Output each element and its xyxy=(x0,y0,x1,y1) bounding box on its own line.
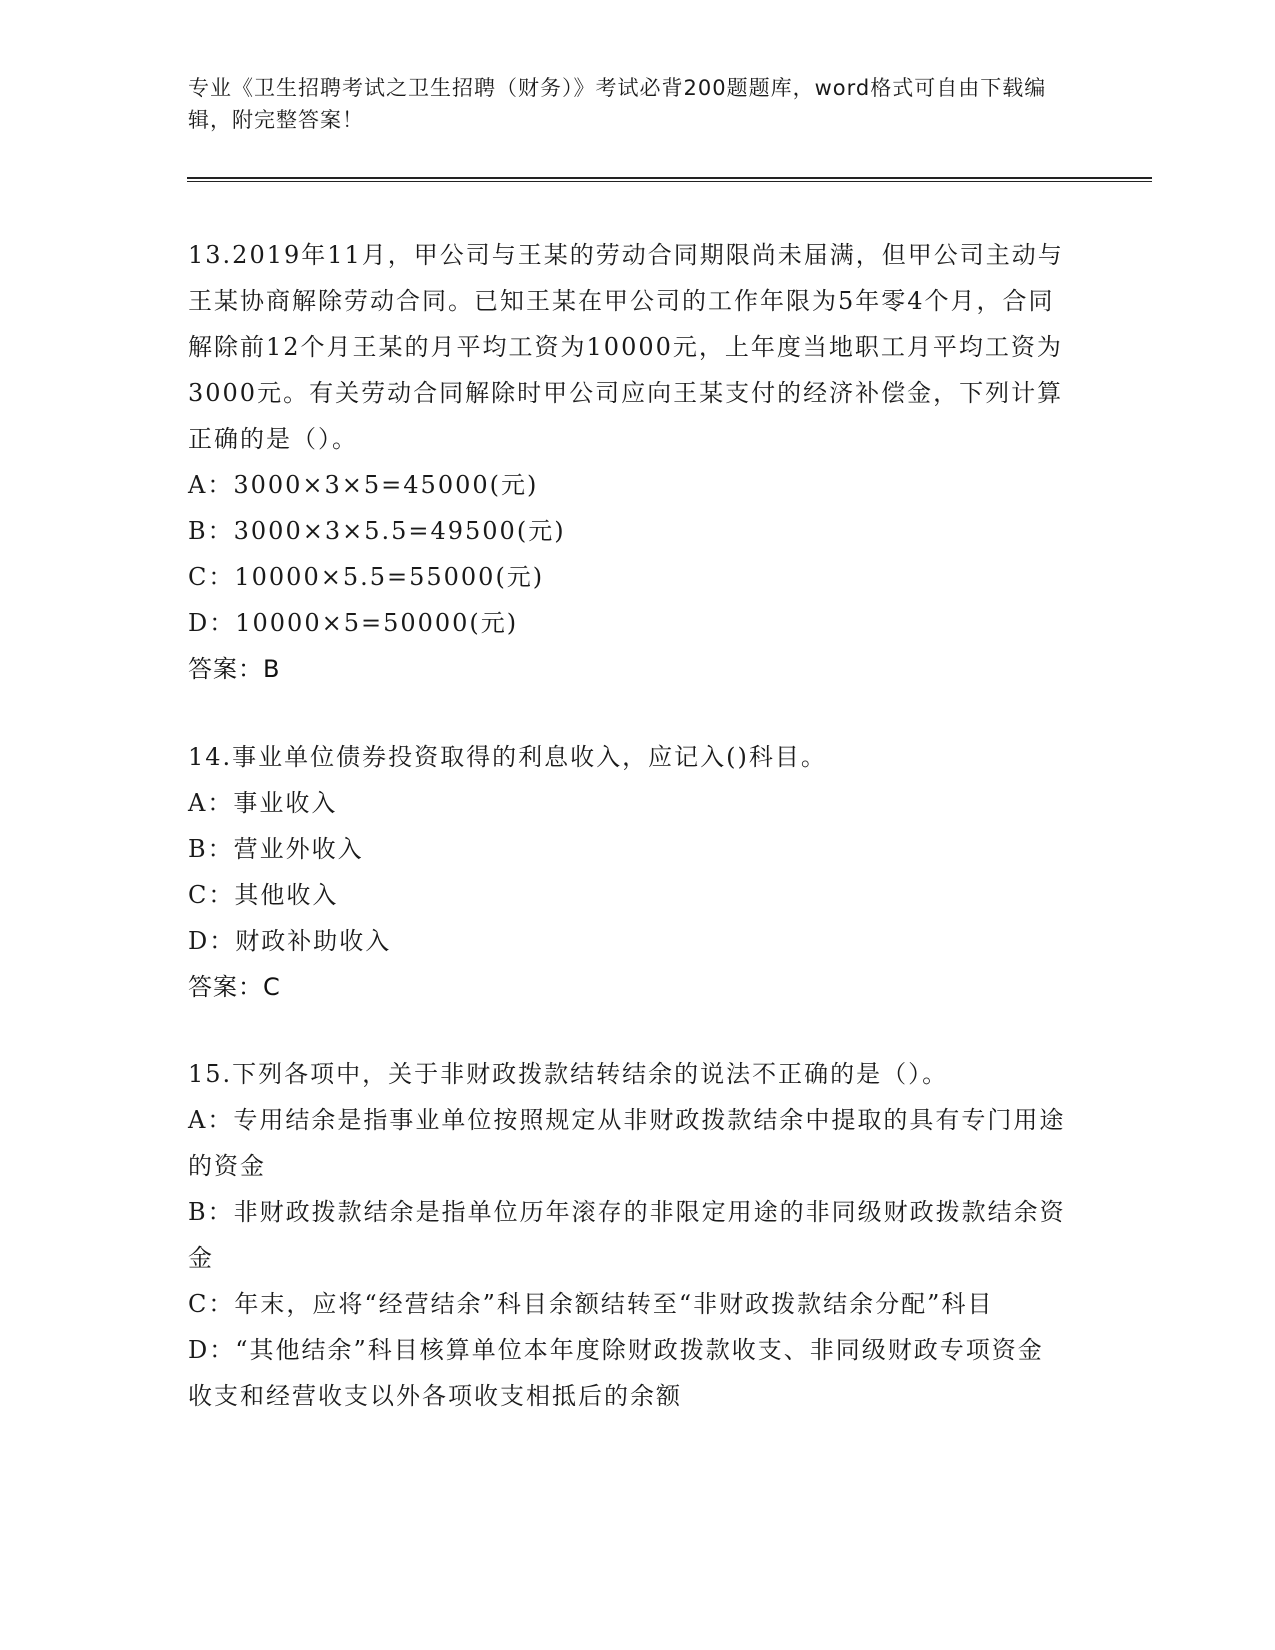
question-stem: 15.下列各项中，关于非财政拨款结转结余的说法不正确的是（）。 xyxy=(188,1060,949,1088)
option-d: D：10000×5=50000(元) xyxy=(188,609,519,637)
option-c: C：年末，应将“经营结余”科目余额结转至“非财政拨款结余分配”科目 xyxy=(188,1290,994,1318)
option-b: B：3000×3×5.5=49500(元) xyxy=(188,517,566,545)
header-note: 专业《卫生招聘考试之卫生招聘（财务）》考试必背200题题库，word格式可自由下载编辑，附完整答案！ xyxy=(188,76,1047,132)
question-14 xyxy=(188,734,1068,1010)
answer: 答案：C xyxy=(188,973,281,1001)
question-stem: 13.2019年11月，甲公司与王某的劳动合同期限尚未届满，但甲公司主动与王某协商解除劳动合同。已知王某在甲公司的工作年限为5年零4个月，合同解除前12个月王某的月平均工资为10000元，上年度当地职工月平均工资为3000元。有关劳动合同解除时甲公司应向王某支付的经济补偿金，下列计算正确的是（）。 xyxy=(188,241,1064,453)
option-c: C：其他收入 xyxy=(188,881,339,909)
question-stem: 14.事业单位债券投资取得的利息收入，应记入()科目。 xyxy=(188,743,827,771)
option-a: A：专用结余是指事业单位按照规定从非财政拨款结余中提取的具有专门用途的资金 xyxy=(188,1106,1066,1180)
answer: 答案：B xyxy=(188,655,281,683)
question-13 xyxy=(188,232,1068,692)
option-b: B：非财政拨款结余是指单位历年滚存的非限定用途的非同级财政拨款结余资金 xyxy=(188,1198,1066,1272)
option-a: A：事业收入 xyxy=(188,789,338,817)
option-d: D：财政补助收入 xyxy=(188,927,392,955)
question-15 xyxy=(188,1051,1068,1419)
option-b: B：营业外收入 xyxy=(188,835,364,863)
option-c: C：10000×5.5=55000(元) xyxy=(188,563,545,591)
option-a: A：3000×3×5=45000(元) xyxy=(188,471,539,499)
header-divider xyxy=(187,177,1152,182)
option-d: D：“其他结余”科目核算单位本年度除财政拨款收支、非同级财政专项资金收支和经营收支以外各项收支相抵后的余额 xyxy=(188,1336,1044,1410)
